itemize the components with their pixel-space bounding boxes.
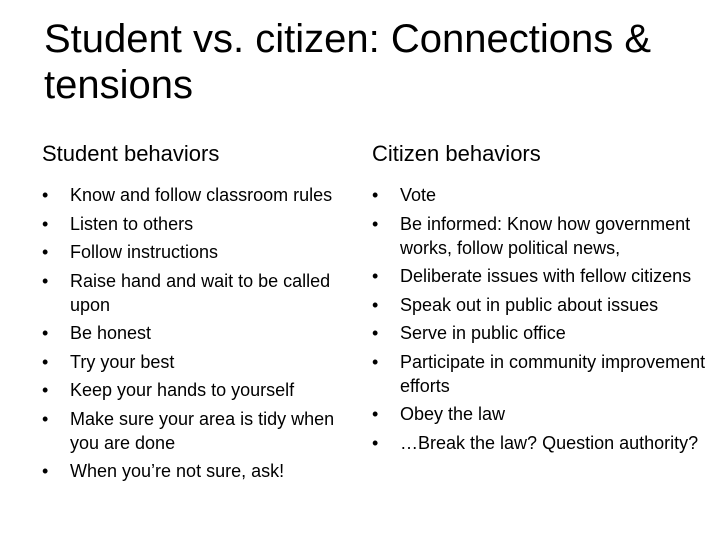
student-behaviors-heading: Student behaviors [42,141,220,166]
list-item: • Be honest [42,323,152,343]
list-item: • Serve in public office [372,323,566,343]
list-item: • Know and follow classroom rules [42,185,333,205]
list-item: • Keep your hands to yourself [42,380,295,400]
bullet-icon: • [372,432,379,453]
list-item: • Be informed: Know how government works, follow political news, [372,213,691,258]
student-behaviors-column [42,140,342,488]
bullet-icon: • [42,461,49,481]
bullet-icon: • [372,404,379,424]
bullet-icon: • [372,185,379,205]
bullet-icon: • [372,323,379,343]
list-item: • Make sure your area is tidy when you are done [42,408,335,453]
bullet-icon: • [42,351,49,372]
bullet-icon: • [372,294,379,315]
bullet-icon: • [42,185,49,205]
list-item: • …Break the law? Question authority? [372,432,699,453]
citizen-behaviors-list [372,183,706,455]
citizen-behaviors-heading: Citizen behaviors [372,141,541,166]
list-item: • Follow instructions [42,242,219,262]
list-item: • Deliberate issues with fellow citizens [372,266,692,286]
list-item: • Obey the law [372,404,506,424]
bullet-icon: • [42,213,49,234]
bullet-icon: • [42,270,49,291]
slide-title: Student vs. citizen: Connections & tensions [44,17,651,107]
list-item: • When you’re not sure, ask! [42,461,285,481]
bullet-icon: • [42,323,49,343]
bullet-icon: • [372,351,379,372]
citizen-behaviors-column [372,140,706,459]
list-item: • Listen to others [42,213,194,234]
bullet-icon: • [42,380,49,400]
list-item: • Participate in community improvement efforts [372,351,706,396]
list-item: • Vote [372,185,437,205]
student-behaviors-list [42,183,342,483]
bullet-icon: • [372,213,379,234]
bullet-icon: • [42,408,49,429]
bullet-icon: • [372,266,379,286]
bullet-icon: • [42,242,49,262]
list-item: • Raise hand and wait to be called upon [42,270,331,315]
list-item: • Try your best [42,351,175,372]
list-item: • Speak out in public about issues [372,294,659,315]
